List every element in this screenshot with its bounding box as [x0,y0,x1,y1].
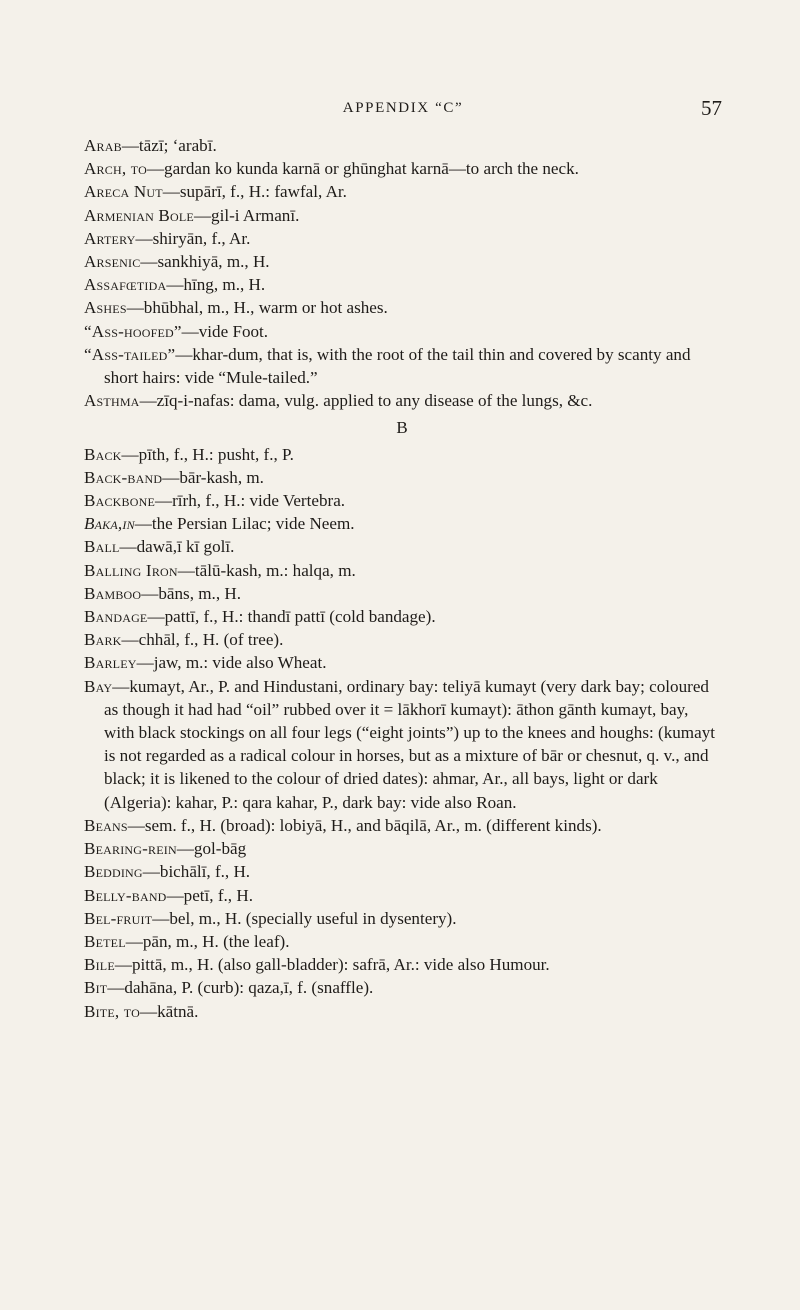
glossary-entry: Arsenic—sankhiyā, m., H. [84,252,270,272]
glossary-entry: Bark—chhāl, f., H. (of tree). [84,630,284,650]
glossary-entry: Balling Iron—tālū-kash, m.: halqa, m. [84,560,356,580]
glossary-entry: Bandage—pattī, f., H.: thandī pattī (cold bandage). [84,607,436,627]
glossary-entry: Bel-fruit—bel, m., H. (specially useful in dysentery). [84,908,457,928]
glossary-entry: Armenian Bole—gil-i Armanī. [84,205,300,225]
glossary-entry: Backbone—rīrh, f., H.: vide Vertebra. [84,491,346,511]
glossary-entry: Assafœtida—hīng, m., H. [84,275,266,295]
glossary-entry: Bamboo—bāns, m., H. [84,583,241,603]
glossary-entry: Baka,in—the Persian Lilac; vide Neem. [84,514,355,534]
glossary-entry: Bay—kumayt, Ar., P. and Hindustani, ordinary bay: teliyā kumayt (very dark bay; coloured as though it had had “oil” rubbed over it = lākhorī kumayt): āthon gānth kumayt, bay, with black stockings on all four legs (“eight joints”) up to the knees and houghs: (kumayt is not regarded as a radical colour in horses, but as a mixture of bār or chesnut, q. v., and black; it is likened to the colour of dried dates): ahmar, Ar., all bays, light or dark (Algeria): kahar, P.: qara kahar, P., dark bay: vide also Roan. [84,676,715,812]
glossary-entry: Bite, to—kātnā. [84,1001,199,1021]
running-title: APPENDIX “C” [342,100,464,116]
glossary-entry: Belly-band—petī, f., H. [84,885,253,905]
glossary-entry: “Ass-hoofed”—vide Foot. [84,321,269,341]
glossary-entry: Bile—pittā, m., H. (also gall-bladder): safrā, Ar.: vide also Humour. [84,955,550,975]
glossary-entry: Asthma—zīq-i-nafas: dama, vulg. applied to any disease of the lungs, &c. [84,391,593,411]
glossary-entry: Arab—tāzī; ‘arabī. [84,136,217,155]
glossary-entry: Artery—shiryān, f., Ar. [84,228,251,248]
glossary-entry: Bit—dahāna, P. (curb): qaza,ī, f. (snaffle). [84,978,374,998]
glossary-entry: Ashes—bhūbhal, m., H., warm or hot ashes. [84,298,388,318]
glossary-entry: Betel—pān, m., H. (the leaf). [84,931,290,951]
glossary-entry: Ball—dawā,ī kī golī. [84,537,235,557]
section-heading-b: B [396,418,408,438]
page-number: 57 [701,96,722,120]
page-header [84,96,722,126]
glossary-entry: Areca Nut—supārī, f., H.: fawfal, Ar. [84,182,347,202]
glossary-entry: Back-band—bār-kash, m. [84,467,264,487]
glossary-entry: Beans—sem. f., H. (broad): lobiyā, H., and bāqilā, Ar., m. (different kinds). [84,815,602,835]
glossary-entry: “Ass-tailed”—khar-dum, that is, with the root of the tail thin and covered by scanty and short hairs: vide “Mule-tailed.” [84,344,691,388]
glossary-entry: Back—pīth, f., H.: pusht, f., P. [84,444,294,464]
glossary-entry: Barley—jaw, m.: vide also Wheat. [84,653,327,673]
glossary-entry: Bearing-rein—gol-bāg [84,839,247,859]
glossary-entry: Arch, to—gardan ko kunda karnā or ghūnghat karnā—to arch the neck. [84,159,579,179]
glossary-entry: Bedding—bichālī, f., H. [84,862,251,882]
glossary-body [84,134,720,1023]
